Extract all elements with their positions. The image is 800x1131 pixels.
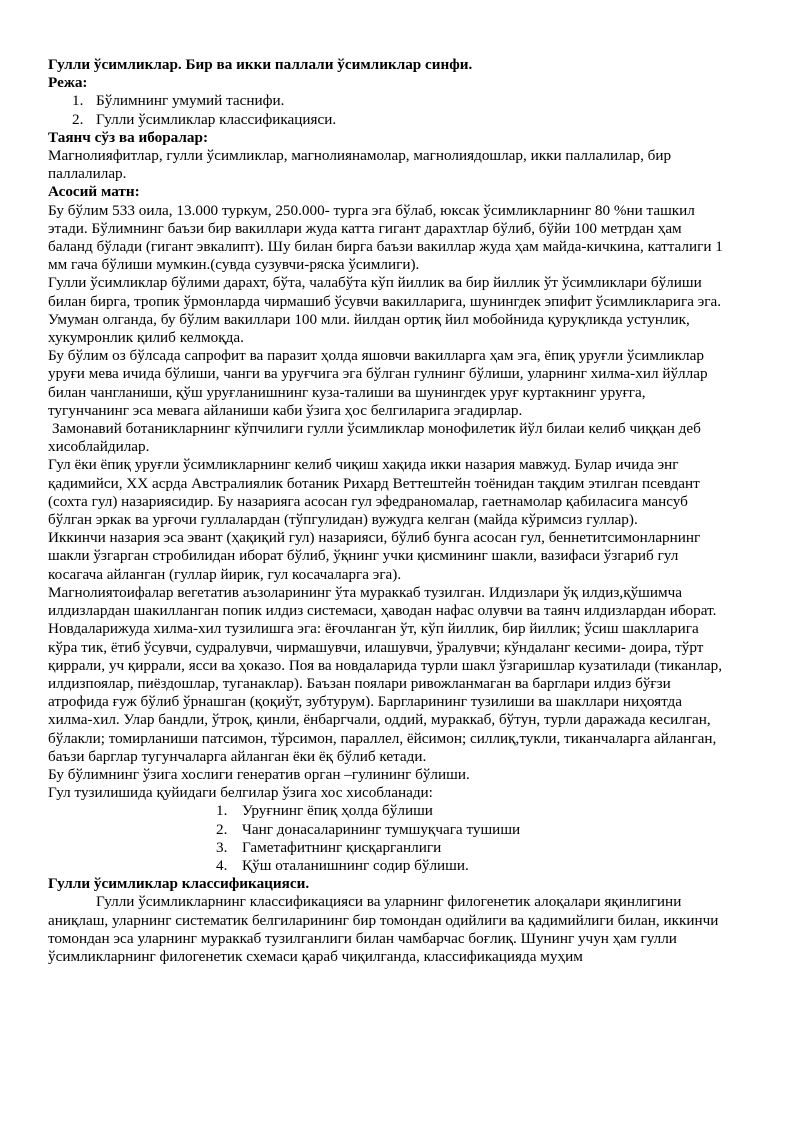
feature-item [48, 802, 728, 820]
main-paragraph: Замонавий ботаникларнинг кўпчилиги гулли ўсимликлар монофилетик йўл билаи келиб чиққан деб хисоблайдилар. [48, 420, 701, 456]
feature-item-text: Гаметафитнинг қисқарганлиги [242, 838, 442, 856]
plan-list [48, 92, 728, 128]
main-paragraph: Гул тузилишида қуйидаги белгилар ўзига хос хисобланади: [48, 784, 433, 802]
feature-item [48, 857, 728, 875]
feature-item-number: 1. [216, 802, 228, 820]
feature-item-number: 2. [216, 820, 228, 838]
plan-heading: Режа: [48, 74, 88, 92]
plan-item [48, 111, 728, 129]
main-paragraph: Бу бўлим 533 оила, 13.000 туркум, 250.000- турга эга бўлаб, юксак ўсимликларнинг 80 %ни ташкил этади. Бўлимнинг баъзи бир вакиллари жуда катта гигант дарахтлар бўлиб, бўйи 100 метрдан ҳам баланд бўлади (гигант эвкалипт). Шу билан бирга баъзи вакиллар жуда ҳам майда-кичкина, катталиги 1 мм гача бўлиши мумкин.(сувда сузувчи-ряска ўсимлиги). [48, 201, 723, 274]
main-paragraph: Иккинчи назария эса эвант (ҳақиқий гул) назарияси, бўлиб бунга асосан гул, беннетитсимонларнинг шакли ўзгарган стробилидан иборат бўлиб, ўқнинг учки қисмининг шакли, вазифаси ўзгариб гул косагача айланган (гуллар йирик, гул косачаларга эга). [48, 529, 701, 583]
feature-item-number: 3. [216, 838, 228, 856]
keywords-text: Магнолияфитлар, гулли ўсимликлар, магнолиянамолар, магнолиядошлар, икки паллалилар, бир паллалилар. [48, 147, 672, 183]
feature-item [48, 821, 728, 839]
main-paragraph: Гулли ўсимликлар бўлими дарахт, бўта, чалабўта кўп йиллик ва бир йиллик ўт ўсимликлари бўлиши билан бирга, тропик ўрмонларда чирмашиб ўсувчи вакилларига, шунингдек эпифит ўсимликларига эга. Умуман олганда, бу бўлим вакиллари 100 мли. йилдан ортиқ йил мобойнида қуруқликда устунлик, хукумронлик қилиб келмоқда. [48, 274, 722, 347]
plan-item [48, 92, 728, 110]
main-paragraph: Бу бўлим оз бўлсада сапрофит ва паразит ҳолда яшовчи вакилларга ҳам эга, ёпиқ уруғли ўсимликлар уруғи мева ичида бўлиши, чанги ва уруғчига эга бўлган гулнинг бўлиши, уларнинг хилма-хил йўллар билан чангланиши, қўш уруғланишнинг куза-талиши ва шунингдек уруғ куртакнинг уруғга, тугунчанинг эса мевага айланиши каби ўзига ҳос белгиларига эгадирлар. [48, 347, 708, 419]
document-page [48, 56, 728, 966]
classification-heading: Гулли ўсимликлар классификацияси. [48, 875, 310, 893]
feature-item-text: Уруғнинг ёпиқ ҳолда бўлиши [242, 802, 433, 820]
feature-item [48, 839, 728, 857]
feature-item-number: 4. [216, 856, 228, 874]
plan-item-text: Бўлимнинг умумий таснифи. [96, 92, 285, 110]
main-text-heading: Асосий матн: [48, 183, 140, 201]
flower-features-list [48, 802, 728, 875]
main-paragraph: Новдаларижуда хилма-хил тузилишга эга: ёғочланган ўт, кўп йиллик, бир йиллик; ўсиш шаклларига кўра тик, ётиб ўсувчи, судралувчи, чирмашувчи, илашувчи, ўралувчи; кўндаланг кесими- доира, тўрт қиррали, уч қиррали, ясси ва ҳоказо. Поя ва новдаларида турли шакл ўзгаришлар кузатилади (тиканлар, илдизпоялар, пиёздошлар, туганаклар). Баъзан поялари ривожланмаган ва барглари илдиз бўғзи атрофида ғуж бўлиб ўрнашган (қоқиўт, зубтурум). Баргларининг тузилиши ва шакллари ниҳоятда хилма-хил. Улар бандли, ўтроқ, қинли, ёнбаргчали, оддий, мураккаб, бўтун, турли даражада кесилган, бўлакли; томирланиши патсимон, тўрсимон, параллел, ёйсимон; силлиқ,тукли, тиканчаларга айланган, баъзи барглар тугунчаларга айланган ёки ёқ бўлиб кетади. [48, 620, 723, 765]
keywords-heading: Таянч сўз ва иборалар: [48, 128, 209, 146]
plan-item-number: 1. [72, 92, 84, 110]
document-title: Гулли ўсимликлар. Бир ва икки паллали ўсимликлар синфи. [48, 56, 473, 73]
plan-item-number: 2. [72, 110, 84, 128]
plan-item-text: Гулли ўсимликлар классификацияси. [96, 110, 337, 128]
feature-item-text: Қўш оталанишнинг содир бўлиши. [242, 856, 469, 874]
classification-paragraph: Гулли ўсимликларнинг классификацияси ва уларнинг филогенетик алоқалари яқинлигини аниқлаш, уларнинг систематик белгиларининг бир томондан одийлиги ва қадимийлиги билан, иккинчи томондан эса уларнинг мураккаб тузилганлиги билан чамбарчас боғлиқ. Шунинг учун ҳам гулли ўсимликларнинг филогенетик схемаси қараб чиқилганда, классификацияда муҳим [48, 893, 719, 965]
main-paragraph: Гул ёки ёпиқ уруғли ўсимликларнинг келиб чиқиш хақида икки назария мавжуд. Булар ичида энг қадимийси, XX асрда Австралиялик ботаник Рихард Веттештейн тоёнидан тақдим этилган псевдант (сохта гул) назариясидир. Бу назарияга асосан гул эфедраномалар, гаетнамолар қабиласига мансуб бўлган эркак ва урғочи гуллалардан (тўпгулидан) вужудга келган (майда кўримсиз гуллар). [48, 456, 700, 529]
feature-item-text: Чанг донасаларининг тумшуқчага тушиши [242, 820, 521, 838]
main-paragraph: Магнолиятоифалар вегетатив аъзоларининг ўта мураккаб тузилган. Илдизлари ўқ илдиз,қўшимча илдизлардан шакилланган попик илдиз системаси, ҳаводан нафас олувчи ва таянч илдизлардан иборат. [48, 583, 717, 620]
main-paragraph: Бу бўлимнинг ўзига хослиги генератив орган –гулининг бўлиши. [48, 765, 470, 783]
